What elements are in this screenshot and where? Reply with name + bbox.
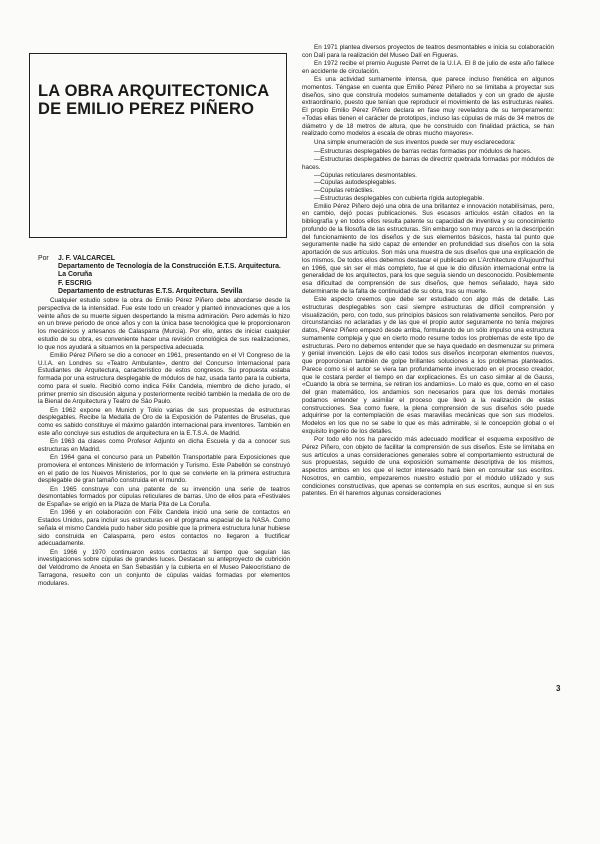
inventions-list — [302, 148, 554, 202]
body-paragraph: En 1971 plantea diversos proyectos de teatros desmontables e inicia su colaboración con Dalí para la realización del Museo Dalí en Figueras. — [302, 44, 554, 59]
author-name: F. ESCRIG — [58, 279, 92, 287]
author-name: J. F. VALCARCEL — [58, 255, 115, 262]
right-column — [302, 44, 554, 499]
article-title: LA OBRA ARQUITECTONICA DE EMILIO PEREZ PIÑERO — [38, 82, 269, 118]
list-item: —Cúpulas retráctiles. — [314, 187, 375, 194]
left-column — [38, 297, 290, 588]
list-item: —Estructuras desplegables de barras de directriz quebrada formadas por módulos de haces. — [302, 156, 554, 171]
body-paragraph: En 1962 expone en Munich y Tokio varias de sus propuestas de estructuras desplegables. Recibe la Medalla de Oro de la Exposición de Patentes de Bruselas, que como es sabido constituye el máximo galardón internacional para inventores. También en este año concluye sus estudios de arquitectura en la E.T.S.A. de Madrid. — [38, 406, 290, 437]
author-affiliation: Departamento de estructuras E.T.S. Arquitectura. Sevilla — [58, 287, 243, 295]
author-prefix — [38, 280, 58, 288]
list-item: —Estructuras desplegables de barras rectas formadas por módulos de haces. — [314, 148, 532, 156]
body-paragraph: Emilio Pérez Piñero se dio a conocer en 1961, presentando en el VI Congreso de la U.I.A. en Londres su «Teatro Ambulante», dentro del Concurso Internacional para Estudiantes de Arquitectura, característico de estos congresos. Su propuesta estaba formada por una estructura desplegable de módulos de haz, usada tanto para la cubierta, como para el suelo. Recibió como indica Félix Candela, miembro de dicho jurado, el primer premio sin discusión alguna y posteriormente recibió también la medalla de oro de la Bienal de Arquitectura y Teatro de Sâo Paulo. — [38, 351, 290, 406]
body-paragraph: Este aspecto creemos que debe ser estudiado con algo más de detalle. Las estructuras desplegables son casi siempre estructuras de difícil comprensión y visualización, pero, con todo, sus principios básicos son relativamente sencillos. Pero por circunstancias no aclaradas y de las que el propio autor seguramente no tenía mejores datos, Pérez Piñero empezó desde arriba, formulando de un sólo impulso una estructura sumamente compleja y que en cierto modo resume todos los problemas de este tipo de estructuras. Pero no debemos entender que se haya quedado en desmenuzar su primera y genial invención. Lejos de ello casi todos sus diseños incorporan elementos nuevos, que proporcionan también de golpe brillantes soluciones a los problemas planteados. Parece como si el autor se viera tan profundamente involucrado en el proceso creador, que le costara perder el tiempo en dar explicaciones. Es un caso similar al de Gauss, «Cuando la obra se termina, se retiran los andamios». Lo malo es que, como en el caso del gran matemático, los andamios son necesarios para que los demás mortales podamos entender y asimilar el proceso que llevó a la realización de estas construcciones. Sea como fuere, la plena comprensión de sus diseños sólo puede adquirirse por la contemplación de esas maravillas mecánicas que son sus modelos. Modelos en los que no se sabe lo que es más admirable, si le concepción global o el exquisito ingenio de los detalles. — [302, 296, 554, 435]
body-paragraph: En 1963 da clases como Profesor Adjunto en dicha Escuela y da a conocer sus estructuras en Madrid. — [38, 438, 290, 453]
author-prefix: Por — [38, 255, 49, 262]
author-entry — [38, 255, 288, 263]
title-frame — [29, 53, 287, 238]
byline — [38, 255, 288, 296]
body-paragraph: En 1966 y en colaboración con Félix Candela inició una serie de contactos en Estados Unidos, para incluir sus estructuras en el programa espacial de la NASA. Como señala el mismo Candela pudo haber sido posible que la primera estructura lunar hubiese sido construida en Calasparra, pero estos contactos no llegaron a fructificar adecuadamente. — [38, 509, 290, 548]
list-item: —Estructuras desplegables con cubierta rígida autoplegable. — [314, 194, 485, 202]
page-number: 3 — [556, 684, 561, 693]
body-paragraph: Por todo ello nos ha parecido más adecuado modificar el esquema expositivo de Pérez Piñero, con objeto de facilitar la comprensión de sus diseños. Este se limitaba en sus artículos a unas consideraciones generales sobre el comportamiento estructural de sus propuestas, seguido de una exposición sumamente descriptiva de los mismos, aspectos ambos en los que el lector interesado hará bien en consultar sus escritos. Nosotros, en cambio, empezaremos nuestro estudio por el módulo utilizado y sus condiciones constructivas, que apenas se contempla en sus escritos, aunque sí en sus patentes. En él haremos algunas consideraciones — [302, 436, 554, 498]
author-affiliation: Departamento de Tecnología de la Construcción E.T.S. Arquitectura. La Coruña — [58, 263, 281, 279]
body-paragraph: En 1964 gana el concurso para un Pabellón Transportable para Exposiciones que promoviera el entonces Ministerio de Información y Turismo. Este Pabellón se construyó en el patio de los Nuevos Ministerios, por lo que se convierte en la primera estructura desplegable de gran tamaño construida en el mundo. — [38, 454, 290, 485]
body-paragraph: Cualquier estudio sobre la obra de Emilio Pérez Piñero debe abordarse desde la perspectiva de la intensidad. Fue este todo un creador y planteó innovaciones que a los veinte años de su muerte siguen despertando la misma admiración. Pero además lo hizo en un breve periodo de once años y con la única base tecnológica que le proporcionaron los mecánicos y artesanos de Calasparra (Murcia). Por ello, antes de iniciar cualquier estudio de su obra, es conveniente hacer una revisión cronológica de sus realizaciones, lo que nos ayudará a situarnos en la perspectiva adecuada. — [38, 297, 290, 351]
list-item: —Cúpulas reticulares desmontables. — [314, 171, 417, 179]
body-paragraph: Emilio Pérez Piñero dejó una obra de una brillantez e innovación notabilísimas, pero, en cambio, dejó pocas publicaciones. Sus escasos artículos están citados en la bibliografía y en todos ellos resulta patente su capacidad de inventiva y su conocimiento profundo de la filosofía de las estructuras. Sin embargo son muy parcos en la descripción del funcionamiento de los diseños y de sus elementos básicos, hasta tal punto que seguramente nadie ha sido capaz de entender en profundidad sus diseños con la sola aportación de sus artículos. Son más una muestra de sus diseños que una explicación de los mismos. De todos ellos debemos destacar el publicado en L'Architecture d'Aujourd'hui en 1966, que sin ser el más completo, fue el que le dio difusión internacional entre la generalidad de los arquitectos, para los que seguía siendo un desconocido. Posiblemente esa dificultad de comprensión de sus diseños, que hemos señalado, haya sido determinante de la falta de continuidad de su obra, tras su muerte. — [302, 202, 554, 295]
body-paragraph: En 1966 y 1970 continuaron estos contactos al tiempo que seguían las investigaciones sobre cúpulas de grandes luces. Destacan su anteproyecto de cubrición del Velódromo de Anoeta en San Sebastián y la cubierta en el Museo Paleocristiano de Tarragona, resuelto con un conjunto de cúpulas vaídas formadas por elementos modulares. — [38, 548, 290, 587]
body-paragraph: En 1972 recibe el premio Auguste Perret de la U.I.A. El 8 de julio de este año fallece en accidente de circulación. — [302, 60, 554, 75]
body-paragraph: Es una actividad sumamente intensa, que parece incluso frenética en algunos momentos. Téngase en cuenta que Emilio Pérez Piñero no se limitaba a proyectar sus diseños, sino que construía modelos sumamente detallados y con un grado de ajuste extraordinario, puesto que tenían que reproducir el movimiento de las estructuras reales. El propio Emilio Pérez Piñero declara en fase muy reveladora de su temperamento: «Todas ellas tienen el carácter de prototipos, incluso las cúpulas de más de 34 metros de diámetro y de 18 metros de altura, que he construido con finalidad práctica, se han realizado como modelos a escala de obras mucho mayores». — [302, 76, 554, 138]
list-item: —Cúpulas autodesplegables. — [314, 179, 397, 187]
author-entry — [38, 280, 288, 288]
body-paragraph: En 1965 construye con una patente de su invención una serie de teatros desmontables formados por cúpulas reticulares de barras. Uno de ellos para «Festivales de España» se erigió en la Plaza de María Pita de La Coruña. — [38, 485, 290, 508]
body-paragraph: Una simple enumeración de sus inventos puede ser muy esclarecedora: — [314, 138, 516, 146]
